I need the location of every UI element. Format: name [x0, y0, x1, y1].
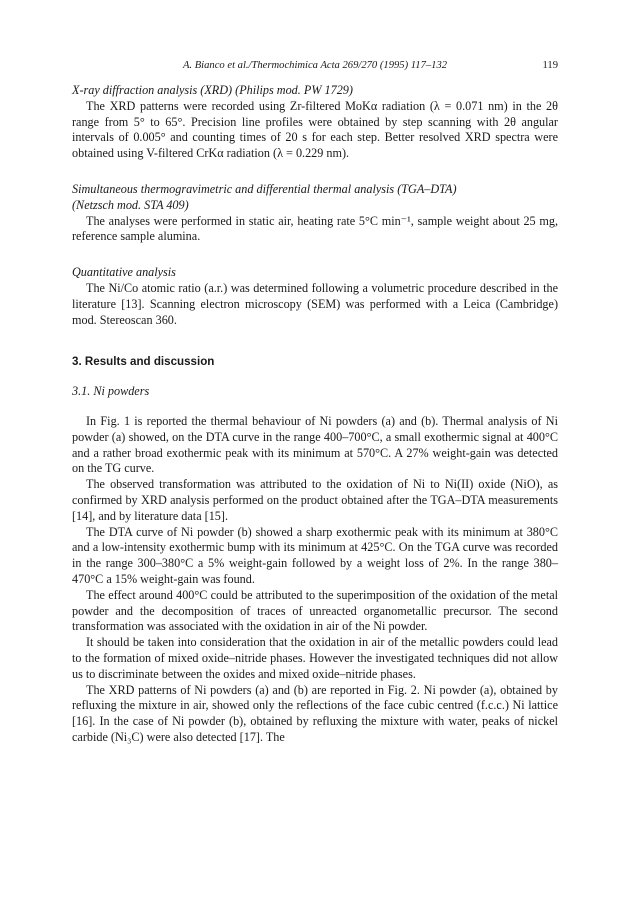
quant-paragraph: The Ni/Co atomic ratio (a.r.) was determined following a volumetric procedure described in the literature [13]. Scanning electron microscopy (SEM) was performed with a Leica (Cambridge) mod. Stereoscan 360. — [72, 280, 558, 327]
running-title: A. Bianco et al./Thermochimica Acta 269/270 (1995) 117–132 — [182, 60, 448, 71]
xrd-paragraph: The XRD patterns were recorded using Zr-filtered MoKα radiation (λ = 0.071 nm) in the 2θ range from 5° to 65°. Precision line profiles were obtained by step scanning with 2θ angular intervals of 0.005° and counting times of 20 s for each step. Better resolved XRD spectra were obtained using V-filtered CrKα radiation (λ = 0.229 nm). — [72, 98, 558, 161]
body-paragraph-6: The XRD patterns of Ni powders (a) and (b) are reported in Fig. 2. Ni powder (a), obtained by refluxing the mixture in air, showed only the reflections of the face cubic centred (f.c.c.) Ni lattice [16]. In the case of Ni powder (b), obtained by refluxing the mixture with water, peaks of nickel carbide (Ni₃C) were also detected [17]. The — [72, 682, 558, 744]
text-column — [72, 83, 558, 746]
subsection-heading: 3.1. Ni powders — [72, 384, 150, 399]
tga-heading-line2: (Netzsch mod. STA 409) — [72, 197, 189, 212]
body-paragraph-5: It should be taken into consideration that the oxidation in air of the metallic powders could lead to the formation of mixed oxide–nitride phases. However the investigated techniques did not allow us to discriminate between the oxides and mixed oxide–nitride phases. — [72, 635, 558, 681]
running-header — [72, 60, 558, 76]
body-paragraph-3: The DTA curve of Ni powder (b) showed a sharp exothermic peak with its minimum at 380°C and a low-intensity exothermic bump with its minimum at 425°C. On the TGA curve was recorded in the range 300–380°C a 5% weight-gain followed by a weight loss of 2%. In the range 380–470°C a 15% weight-gain was found. — [72, 524, 558, 586]
page-number: 119 — [542, 60, 558, 71]
quant-heading: Quantitative analysis — [72, 265, 176, 280]
xrd-heading: X-ray diffraction analysis (XRD) (Philips mod. PW 1729) — [72, 83, 353, 97]
body-paragraph-2: The observed transformation was attributed to the oxidation of Ni to Ni(II) oxide (NiO), as confirmed by XRD analysis performed on the product obtained after the TGA–DTA measurements [14], and by literature data [15]. — [72, 477, 558, 523]
section-heading: 3. Results and discussion — [72, 355, 215, 369]
tga-paragraph: The analyses were performed in static air, heating rate 5°C min⁻¹, sample weight about 25 mg, reference sample alumina. — [72, 213, 558, 244]
tga-heading-line1: Simultaneous thermogravimetric and differential thermal analysis (TGA–DTA) — [72, 181, 457, 196]
body-paragraph-1: In Fig. 1 is reported the thermal behaviour of Ni powders (a) and (b). Thermal analysis of Ni powder (a) showed, on the DTA curve in the range 400–700°C, a small exothermic signal at 400°C and a rather broad exothermic peak with its minimum at 570°C. A 27% weight-gain was detected on the TG curve. — [72, 413, 558, 476]
body-paragraph-4: The effect around 400°C could be attributed to the superimposition of the oxidation of the metal powder and the decomposition of traces of unreacted organometallic precursor. The second transformation was associated with the oxidation in air of the Ni powder. — [72, 587, 558, 634]
